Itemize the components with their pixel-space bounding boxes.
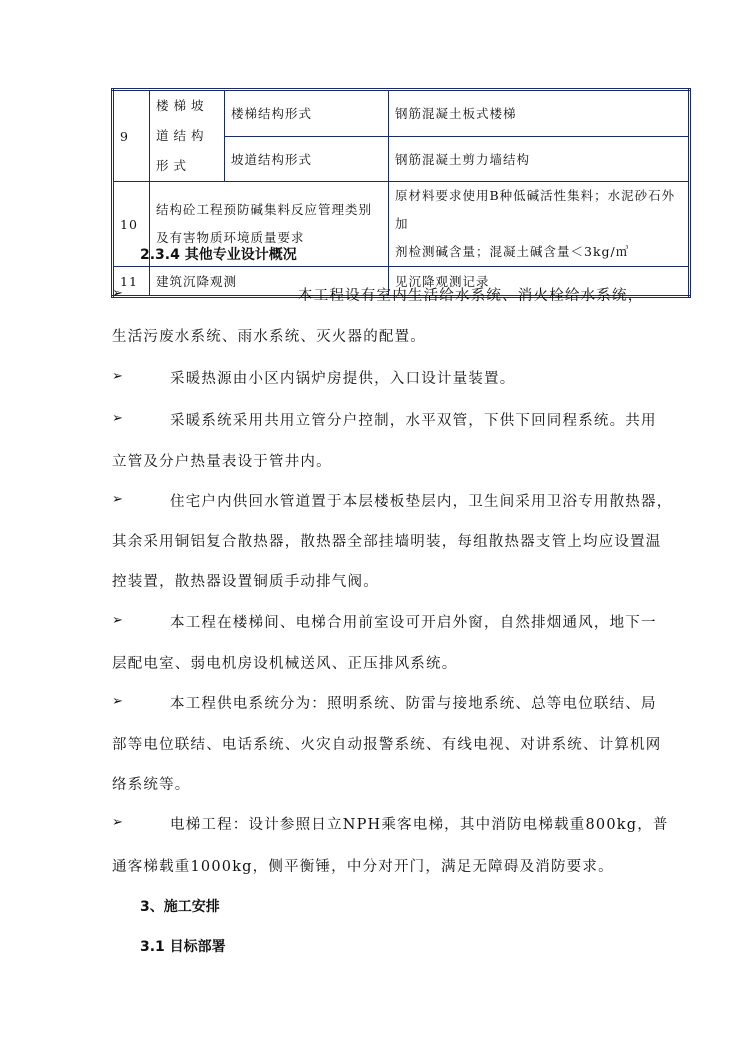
bullet-icon: ➢ xyxy=(112,369,123,384)
bullet-icon: ➢ xyxy=(112,694,123,709)
bullet-icon: ➢ xyxy=(112,815,123,830)
row-value xyxy=(389,182,690,267)
row-value-line: 原材料要求使用B种低碱活性集料；水泥砂石外加 xyxy=(395,188,676,231)
paragraph-line: 采暖热源由小区内锅炉房提供，入口设计量装置。 xyxy=(170,371,516,387)
row-item-line: 及有害物质环境质量要求 xyxy=(156,230,305,245)
row-item: 坡道结构形式 xyxy=(225,136,389,181)
row-group: 楼梯坡道结构形式 xyxy=(150,90,225,182)
paragraph-line: 生活污废水系统、雨水系统、灭火器的配置。 xyxy=(112,329,426,345)
paragraph-line: 本工程设有室内生活给水系统、消火栓给水系统， xyxy=(298,288,644,304)
row-item-line: 结构砼工程预防碱集料反应管理类别 xyxy=(156,202,373,217)
row-value: 钢筋混凝土剪力墙结构 xyxy=(389,136,690,181)
table-row xyxy=(113,90,690,137)
paragraph-line: 住宅户内供回水管道置于本层楼板垫层内，卫生间采用卫浴专用散热器， xyxy=(170,494,673,510)
row-item: 楼梯结构形式 xyxy=(225,90,389,137)
row-value: 见沉降观测记录 xyxy=(389,267,690,297)
bullet-icon: ➢ xyxy=(112,411,123,426)
paragraph-line: 其余采用铜铝复合散热器，散热器全部挂墙明装，每组散热器支管上均应设置温 xyxy=(112,534,662,550)
row-number: 10 xyxy=(113,182,150,267)
section-heading-2-3-4: 2.3.4 其他专业设计概况 xyxy=(140,247,297,263)
paragraph-line: 本工程供电系统分为：照明系统、防雷与接地系统、总等电位联结、局 xyxy=(170,696,657,712)
paragraph-line: 立管及分户热量表设于管井内。 xyxy=(112,454,332,470)
bullet-icon: ➢ xyxy=(112,613,123,628)
bullet-icon: ➢ xyxy=(112,492,123,507)
row-value-line: 剂检测碱含量；混凝土碱含量＜3kg/㎥ xyxy=(395,244,630,259)
bullet-icon: ➢ xyxy=(112,286,123,301)
paragraph-line: 层配电室、弱电机房设机械送风、正压排风系统。 xyxy=(112,656,458,672)
paragraph-line: 本工程在楼梯间、电梯合用前室设可开启外窗，自然排烟通风，地下一 xyxy=(170,615,657,631)
paragraph-line: 控装置，散热器设置铜质手动排气阀。 xyxy=(112,574,379,590)
paragraph-line: 络系统等。 xyxy=(112,777,191,793)
paragraph-line: 电梯工程：设计参照日立NPH乘客电梯，其中消防电梯载重800kg，普 xyxy=(170,817,669,833)
design-table xyxy=(111,88,691,298)
section-heading-3-1: 3.1 目标部署 xyxy=(140,939,226,955)
section-heading-3: 3、施工安排 xyxy=(140,899,220,915)
paragraph-line: 采暖系统采用共用立管分户控制，水平双管，下供下回同程系统。共用 xyxy=(170,413,657,429)
row-number: 11 xyxy=(113,267,150,297)
row-item: 建筑沉降观测 xyxy=(150,267,389,297)
paragraph-line: 部等电位联结、电话系统、火灾自动报警系统、有线电视、对讲系统、计算机网 xyxy=(112,737,662,753)
paragraph-line: 通客梯载重1000kg，侧平衡锤，中分对开门，满足无障碍及消防要求。 xyxy=(112,859,614,875)
row-value: 钢筋混凝土板式楼梯 xyxy=(389,90,690,137)
row-number: 9 xyxy=(113,90,150,182)
